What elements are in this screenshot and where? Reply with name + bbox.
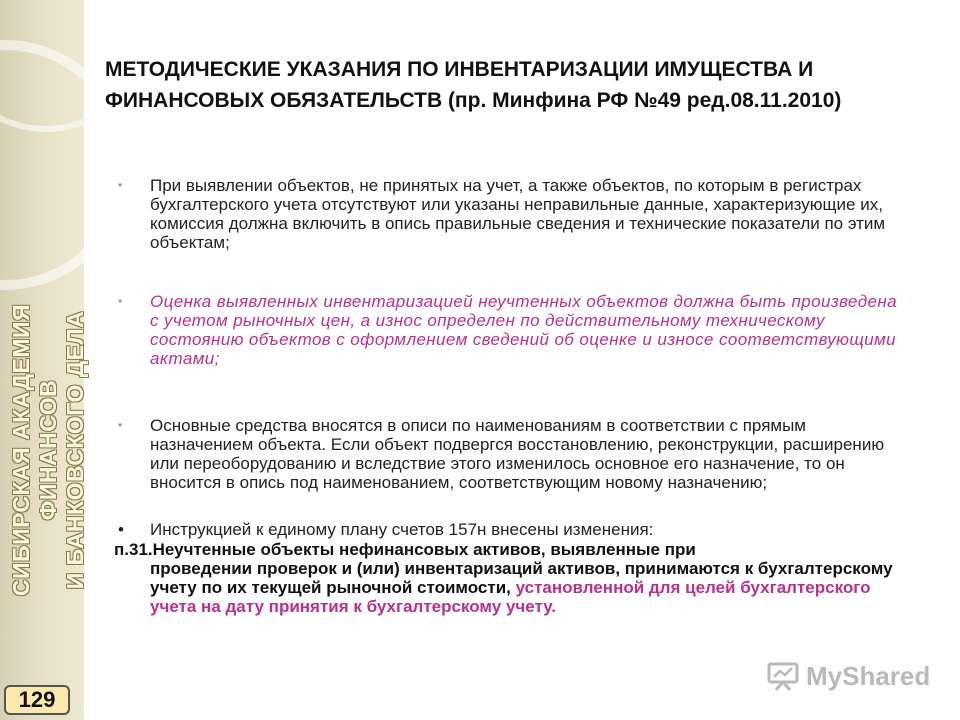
sidebar-decoration <box>0 0 88 720</box>
watermark <box>766 656 930 696</box>
clause-first-line: п.31.Неучтенные объекты нефинансовых активов, выявленные при <box>114 540 696 559</box>
list-item-text: Инструкцией к единому плану счетов 157н внесены изменения: <box>150 520 654 539</box>
clause-text: проведении проверок и (или) инвентаризаций активов, принимаются к бухгалтерскому учету по их текущей рыночной стоимости, <box>150 559 893 597</box>
academy-name-line1: СИБИРСКАЯ АКАДЕМИЯ ФИНАНСОВ <box>8 303 61 597</box>
bullet-icon: • <box>118 178 123 192</box>
academy-name-vertical <box>8 240 89 660</box>
slide-number-badge: 129 <box>4 685 70 715</box>
list-item-text: При выявлении объектов, не принятых на учет, а также объектов, по которым в регистрах бухгалтерского учета отсутствуют или указаны неправильные данные, характеризующие их, комиссия должна включить в опись правильные сведения и технические показатели по этим объектам; <box>150 176 886 252</box>
list-item <box>118 416 908 492</box>
clause-body <box>114 559 908 616</box>
academy-name-line2: И БАНКОВСКОГО ДЕЛА <box>62 310 88 590</box>
bullet-icon: • <box>118 294 123 308</box>
bullet-icon: • <box>118 520 124 539</box>
list-item <box>118 520 908 539</box>
list-item-highlighted <box>118 292 908 368</box>
slide-content <box>114 176 908 616</box>
list-item-text: Оценка выявленных инвентаризацией неучтенных объектов должна быть произведена с учетом рыночных цен, а износ определен по действительному техническому состоянию объектов с оформлением сведений об оценке и износе соответствующими актами; <box>150 292 897 368</box>
presentation-board-icon <box>766 661 800 691</box>
bullet-icon: • <box>118 418 123 432</box>
watermark-text: MyShared <box>806 660 931 691</box>
list-item-text: Основные средства вносятся в описи по наименованиям в соответствии с прямым назначением объекта. Если объект подвергся восстановлению, реконструкции, расширению или переоборудованию и вследствие этого изменилось основное его назначение, то он вносится в опись под наименованием, соответствующим новому назначению; <box>150 416 885 492</box>
list-item <box>118 176 908 252</box>
slide-title: МЕТОДИЧЕСКИЕ УКАЗАНИЯ ПО ИНВЕНТАРИЗАЦИИ ИМУЩЕСТВА И ФИНАНСОВЫХ ОБЯЗАТЕЛЬСТВ (пр. Минфина РФ №49 ред.08.11.2010) <box>105 58 842 112</box>
clause-highlight: установленной для целей бухгалтерского учета на дату принятия к бухгалтерскому учету. <box>150 578 871 616</box>
clause-31 <box>114 540 908 616</box>
